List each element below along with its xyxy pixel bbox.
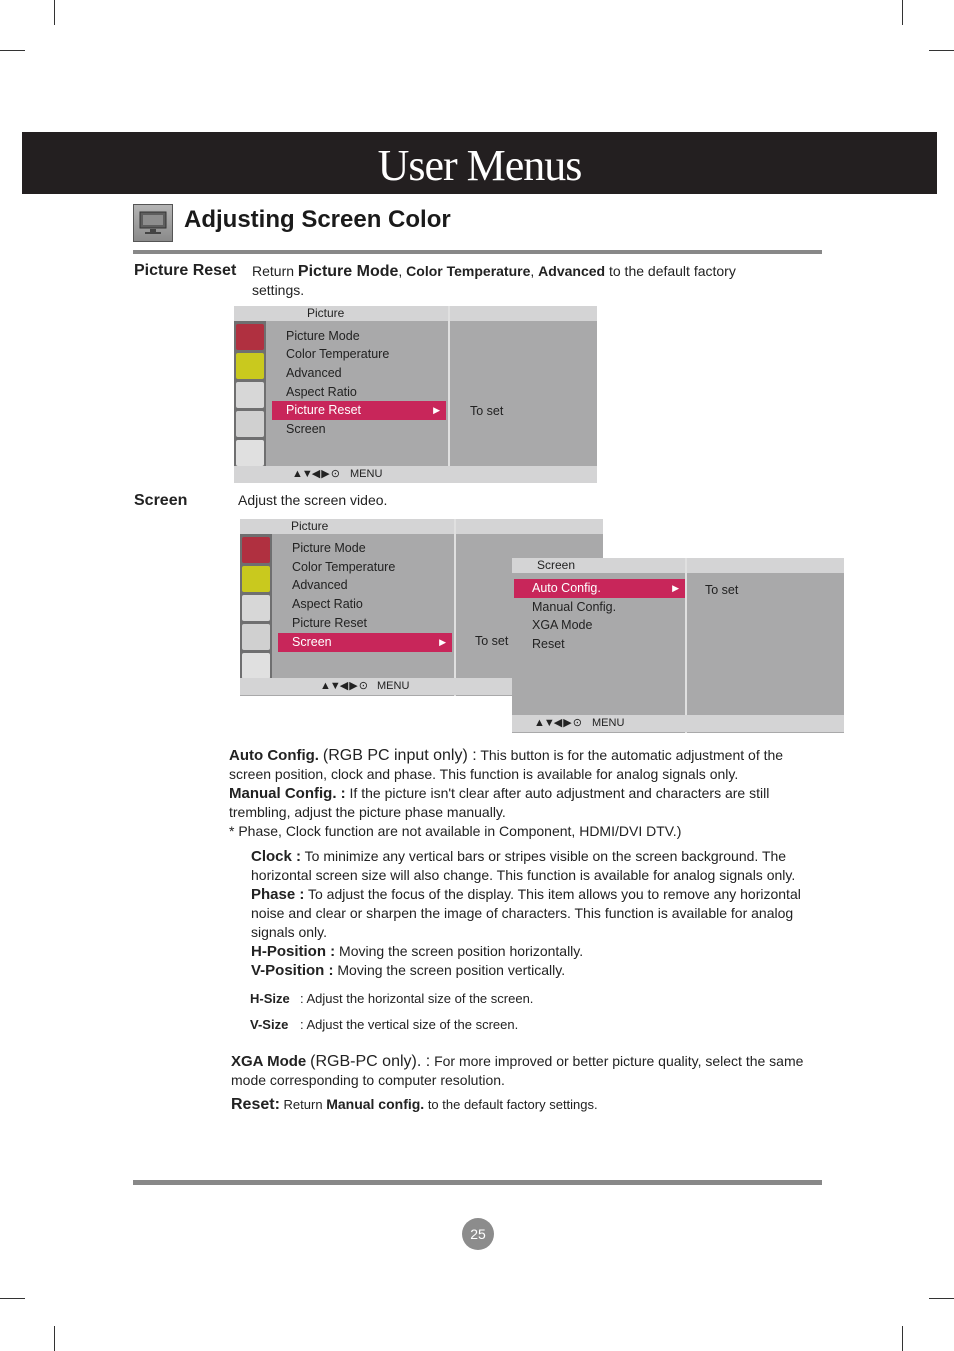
osd-item[interactable]: Screen bbox=[286, 422, 326, 436]
monitor-icon bbox=[133, 204, 173, 242]
reset-desc: Reset: Return Manual config. to the default factory settings. bbox=[231, 1096, 598, 1113]
osd-item[interactable]: Advanced bbox=[292, 578, 348, 592]
osd-divider bbox=[454, 519, 456, 696]
clock-icon[interactable] bbox=[242, 595, 270, 621]
osd-item[interactable]: Aspect Ratio bbox=[292, 597, 363, 611]
osd-header: Picture bbox=[234, 306, 597, 321]
osd-icon-column bbox=[234, 321, 266, 466]
color-icon[interactable] bbox=[242, 566, 270, 592]
osd-item[interactable]: Picture Reset bbox=[292, 616, 368, 630]
osd-icon-column bbox=[240, 534, 272, 679]
crop-mark bbox=[0, 50, 25, 51]
nav-arrows-icon: ▲▼◀ ▶ ⊙ bbox=[320, 680, 368, 692]
osd-screen-menu bbox=[512, 558, 844, 733]
section-title: Adjusting Screen Color bbox=[184, 206, 451, 233]
crop-mark bbox=[0, 1298, 25, 1299]
crop-mark bbox=[929, 1298, 954, 1299]
osd-header: Screen bbox=[512, 558, 844, 573]
picture-reset-desc: Return Picture Mode, Color Temperature, Advanced to the default factory settings. bbox=[252, 263, 736, 298]
osd-footer: ▲▼◀ ▶ ⊙ MENU bbox=[240, 678, 603, 695]
crop-mark bbox=[54, 1326, 55, 1351]
vsize-row: V-Size : Adjust the vertical size of the screen. bbox=[250, 1017, 519, 1032]
color-icon[interactable] bbox=[236, 353, 264, 379]
page-title: User Menus bbox=[377, 141, 582, 190]
crop-mark bbox=[54, 0, 55, 25]
osd-item[interactable]: Advanced bbox=[286, 366, 342, 380]
picture-reset-term: Picture Reset bbox=[134, 262, 237, 279]
hsize-row: H-Size : Adjust the horizontal size of the screen. bbox=[250, 991, 534, 1006]
screen-term: Screen bbox=[134, 492, 188, 509]
clock-icon[interactable] bbox=[236, 382, 264, 408]
osd-footer: ▲▼◀ ▶ ⊙ MENU bbox=[512, 715, 844, 732]
divider bbox=[133, 250, 822, 254]
info-icon[interactable] bbox=[236, 440, 264, 466]
screen-desc: Adjust the screen video. bbox=[238, 492, 388, 508]
osd-item[interactable]: Reset bbox=[532, 637, 565, 651]
osd-divider bbox=[685, 558, 687, 733]
osd-item-selected[interactable]: Screen ▶ bbox=[278, 633, 452, 652]
crop-mark bbox=[929, 50, 954, 51]
nav-arrows-icon: ▲▼◀ ▶ ⊙ bbox=[292, 468, 340, 480]
info-icon[interactable] bbox=[242, 653, 270, 679]
osd-value: To set bbox=[470, 404, 504, 418]
osd-item[interactable]: XGA Mode bbox=[532, 618, 593, 632]
osd-item[interactable]: Picture Mode bbox=[286, 329, 360, 343]
osd-item[interactable]: Color Temperature bbox=[286, 347, 390, 361]
crop-mark bbox=[902, 1326, 903, 1351]
tools-icon[interactable] bbox=[236, 411, 264, 437]
nav-arrows-icon: ▲▼◀ ▶ ⊙ bbox=[534, 717, 582, 729]
osd-item-selected[interactable]: Auto Config. ▶ bbox=[514, 579, 685, 598]
osd-footer: ▲▼◀ ▶ ⊙ MENU bbox=[234, 466, 597, 483]
osd-item[interactable]: Aspect Ratio bbox=[286, 385, 357, 399]
page-number: 25 bbox=[462, 1218, 494, 1250]
page-banner bbox=[22, 132, 937, 194]
picture-icon[interactable] bbox=[242, 537, 270, 563]
osd-item[interactable]: Manual Config. bbox=[532, 600, 617, 614]
manual-config-items: Clock : To minimize any vertical bars or stripes visible on the screen background. The horizontal screen size will also change. This function is available for analog signals only. Phase : To adjust the focus of the display. This item allows you to remove any horizontal noise and clear or sharpen the image of characters. This function is available for analog signals only. H-Position : Moving the screen position horizontally. V-Position : Moving the screen position vertically. bbox=[251, 848, 801, 979]
osd-item-selected[interactable]: Picture Reset ▶ bbox=[272, 401, 446, 420]
osd-item[interactable]: Picture Mode bbox=[292, 541, 366, 555]
osd-item[interactable]: Color Temperature bbox=[292, 560, 396, 574]
auto-config-desc: Auto Config. (RGB PC input only) : This button is for the automatic adjustment of the screen position, clock and phase. This function is available for analog signals only. Manual Config. : If the picture isn't clear after auto adjustment and characters are still trembling, adjust the picture phase manually. * Phase, Clock function are not available in Component, HDMI/DVI DTV.) bbox=[229, 747, 784, 839]
divider bbox=[133, 1180, 822, 1185]
osd-header: Picture bbox=[240, 519, 603, 534]
crop-mark bbox=[902, 0, 903, 25]
osd-value: To set bbox=[705, 583, 739, 597]
xga-mode-desc: XGA Mode (RGB-PC only). : For more improved or better picture quality, select the same mode corresponding to computer resolution. bbox=[231, 1053, 804, 1088]
tools-icon[interactable] bbox=[242, 624, 270, 650]
osd-divider bbox=[448, 306, 450, 483]
osd-picture-menu bbox=[234, 306, 597, 483]
osd-value: To set bbox=[475, 634, 509, 648]
picture-icon[interactable] bbox=[236, 324, 264, 350]
